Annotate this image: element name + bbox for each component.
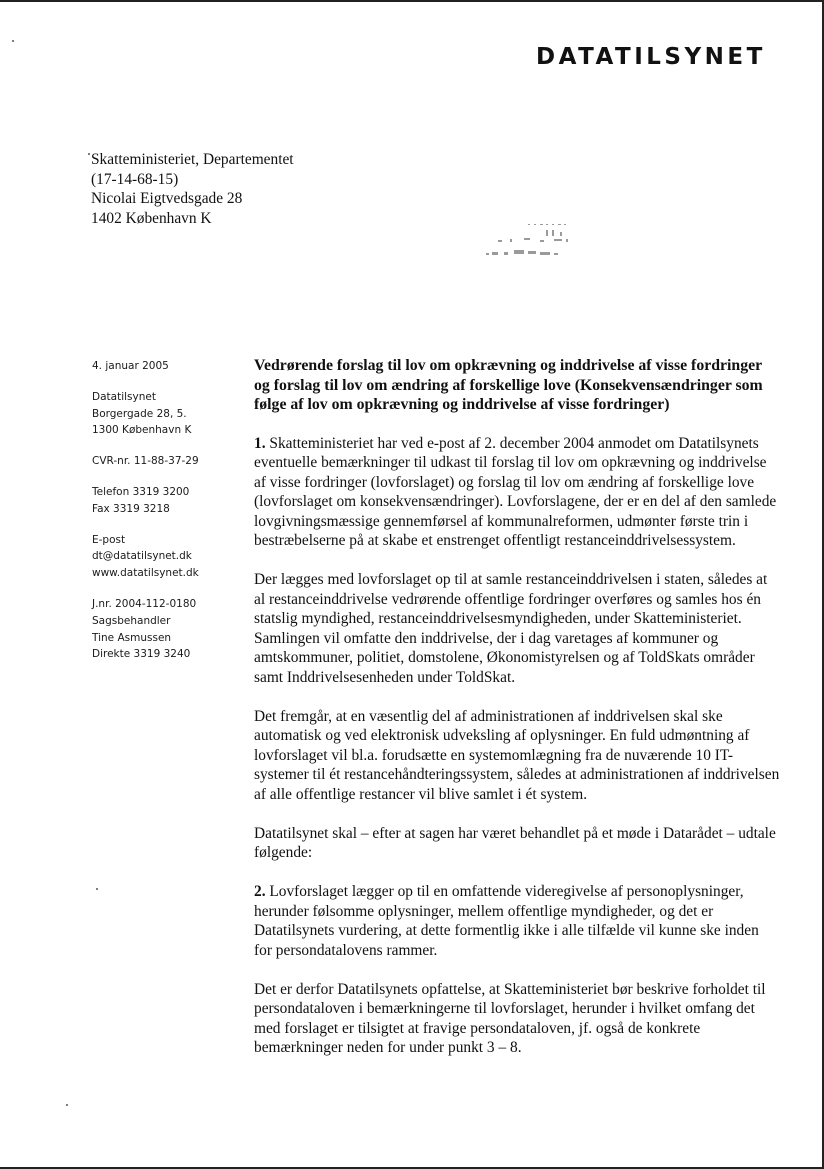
recipient-line: Nicolai Eigtvedsgade 28: [91, 190, 243, 207]
paragraph-2: Der lægges med lovforslaget op til at samle restanceinddrivelsen i staten, således at al restanceinddrivelse vedrørende offentlige fordringer overføres og samles hos én statslig myndighed, restanceinddrivelsesmyndigheden, under Skatteministeriet. Samlingen vil omfatte den inddrivelse, der i dag varetages af kommuner og amtskommuner, politiet, domstolene, Økonomistyrelsen og af ToldSkats områder samt Inddrivelsesenheden under ToldSkat.: [254, 571, 768, 686]
letterhead-logo: DATATILSYNET: [536, 44, 766, 70]
email-label: E-post: [92, 533, 126, 546]
section-number: 2.: [254, 883, 266, 901]
case-block: [92, 596, 242, 663]
letter-date-block: [92, 358, 242, 375]
paragraph-4: Datatilsynet skal – efter at sagen har været behandlet på et møde i Datarådet – udtale følgende:: [254, 824, 776, 862]
website-address: www.datatilsynet.dk: [92, 567, 199, 580]
fax-number: Fax 3319 3218: [92, 502, 170, 515]
cvr-block: [92, 453, 242, 470]
phone-block: [92, 484, 242, 518]
recipient-line: 1402 København K: [91, 209, 212, 227]
paragraph-3: Det fremgår, at en væsentlig del af administrationen af inddrivelsen skal ske automatisk og ved elektronisk udveksling af oplysninger. En fuld udmøntning af lovforslaget vil bl.a. forudsætte en systemomlægning fra de nuværende 10 IT-systemer til ét restancehåndteringssystem, således at administrationen af inddrivelsen af alle offentlige restancer vil blive samlet i ét system.: [254, 707, 780, 803]
contact-block: [92, 532, 242, 582]
section-number: 1.: [254, 434, 266, 452]
recipient-line: Skatteministeriet, Departementet: [91, 151, 294, 168]
letter-subject: Vedrørende forslag til lov om opkrævning og inddrivelse af visse fordringer og forslag til lov om ændring af forskellige love (Konsekvensændringer som følge af lov om opkrævning og inddrivelse af visse fordringer): [254, 357, 763, 414]
email-address: dt@datatilsynet.dk: [92, 550, 192, 563]
scan-border-top: [0, 0, 824, 2]
recipient-address: [91, 150, 411, 228]
scan-speck: [66, 1104, 68, 1106]
scan-speck: [96, 888, 98, 890]
sender-name: Datatilsynet: [92, 390, 156, 403]
letter-date: 4. januar 2005: [92, 360, 169, 372]
paragraph-6: Det er derfor Datatilsynets opfattelse, at Skatteministeriet bør beskrive forholdet til persondataloven i bemærkningerne til lovforslaget, herunder i hvilket omfang det med forslaget er tilsigtet at fravige persondataloven, jf. også de konkrete bemærkninger neden for under punkt 3 – 8.: [254, 980, 766, 1057]
paragraph-1: [254, 434, 780, 551]
recipient-line: (17-14-68-15): [91, 170, 179, 188]
scan-speck: [88, 153, 90, 155]
letter-body: [254, 356, 780, 1077]
sender-city: 1300 København K: [92, 424, 192, 437]
phone-number: Telefon 3319 3200: [92, 485, 190, 498]
sender-address-block: [92, 389, 242, 439]
case-handler-name: Tine Asmussen: [92, 631, 172, 644]
journal-number: J.nr. 2004-112-0180: [92, 597, 197, 610]
paragraph-text: Skatteministeriet har ved e-post af 2. december 2004 anmodet om Datatilsynets eventuelle bemærkninger til udkast til forslag til lov om opkrævning og inddrivelse af visse fordringer (lovforslaget) og forslag til lov om ændring af forskellige love (lovforslaget om konsekvensændringer). Lovforslagene, der er en del af den samlede lovgivningsmæssige gennemførsel af kommunalreformen, udmønter første trin i bestræbelserne på at skabe et enstrenget offentligt restanceinddrivelsessystem.: [254, 434, 777, 550]
case-handler-label: Sagsbehandler: [92, 614, 171, 627]
received-stamp-smudge: [484, 222, 574, 262]
sender-street: Borgergade 28, 5.: [92, 407, 187, 420]
scan-speck: [12, 40, 14, 42]
direct-phone: Direkte 3319 3240: [92, 648, 191, 661]
sender-info-column: [92, 358, 242, 677]
cvr-number: CVR-nr. 11-88-37-29: [92, 455, 199, 468]
paragraph-text: Lovforslaget lægger op til en omfattende videregivelse af personoplysninger, herunder følsomme oplysninger, mellem offentlige myndigheder, og det er Datatilsynets vurdering, at dette formentlig ikke i alle tilfælde vil kunne ske inden for persondatalovens rammer.: [254, 883, 759, 959]
paragraph-5: [254, 882, 780, 960]
